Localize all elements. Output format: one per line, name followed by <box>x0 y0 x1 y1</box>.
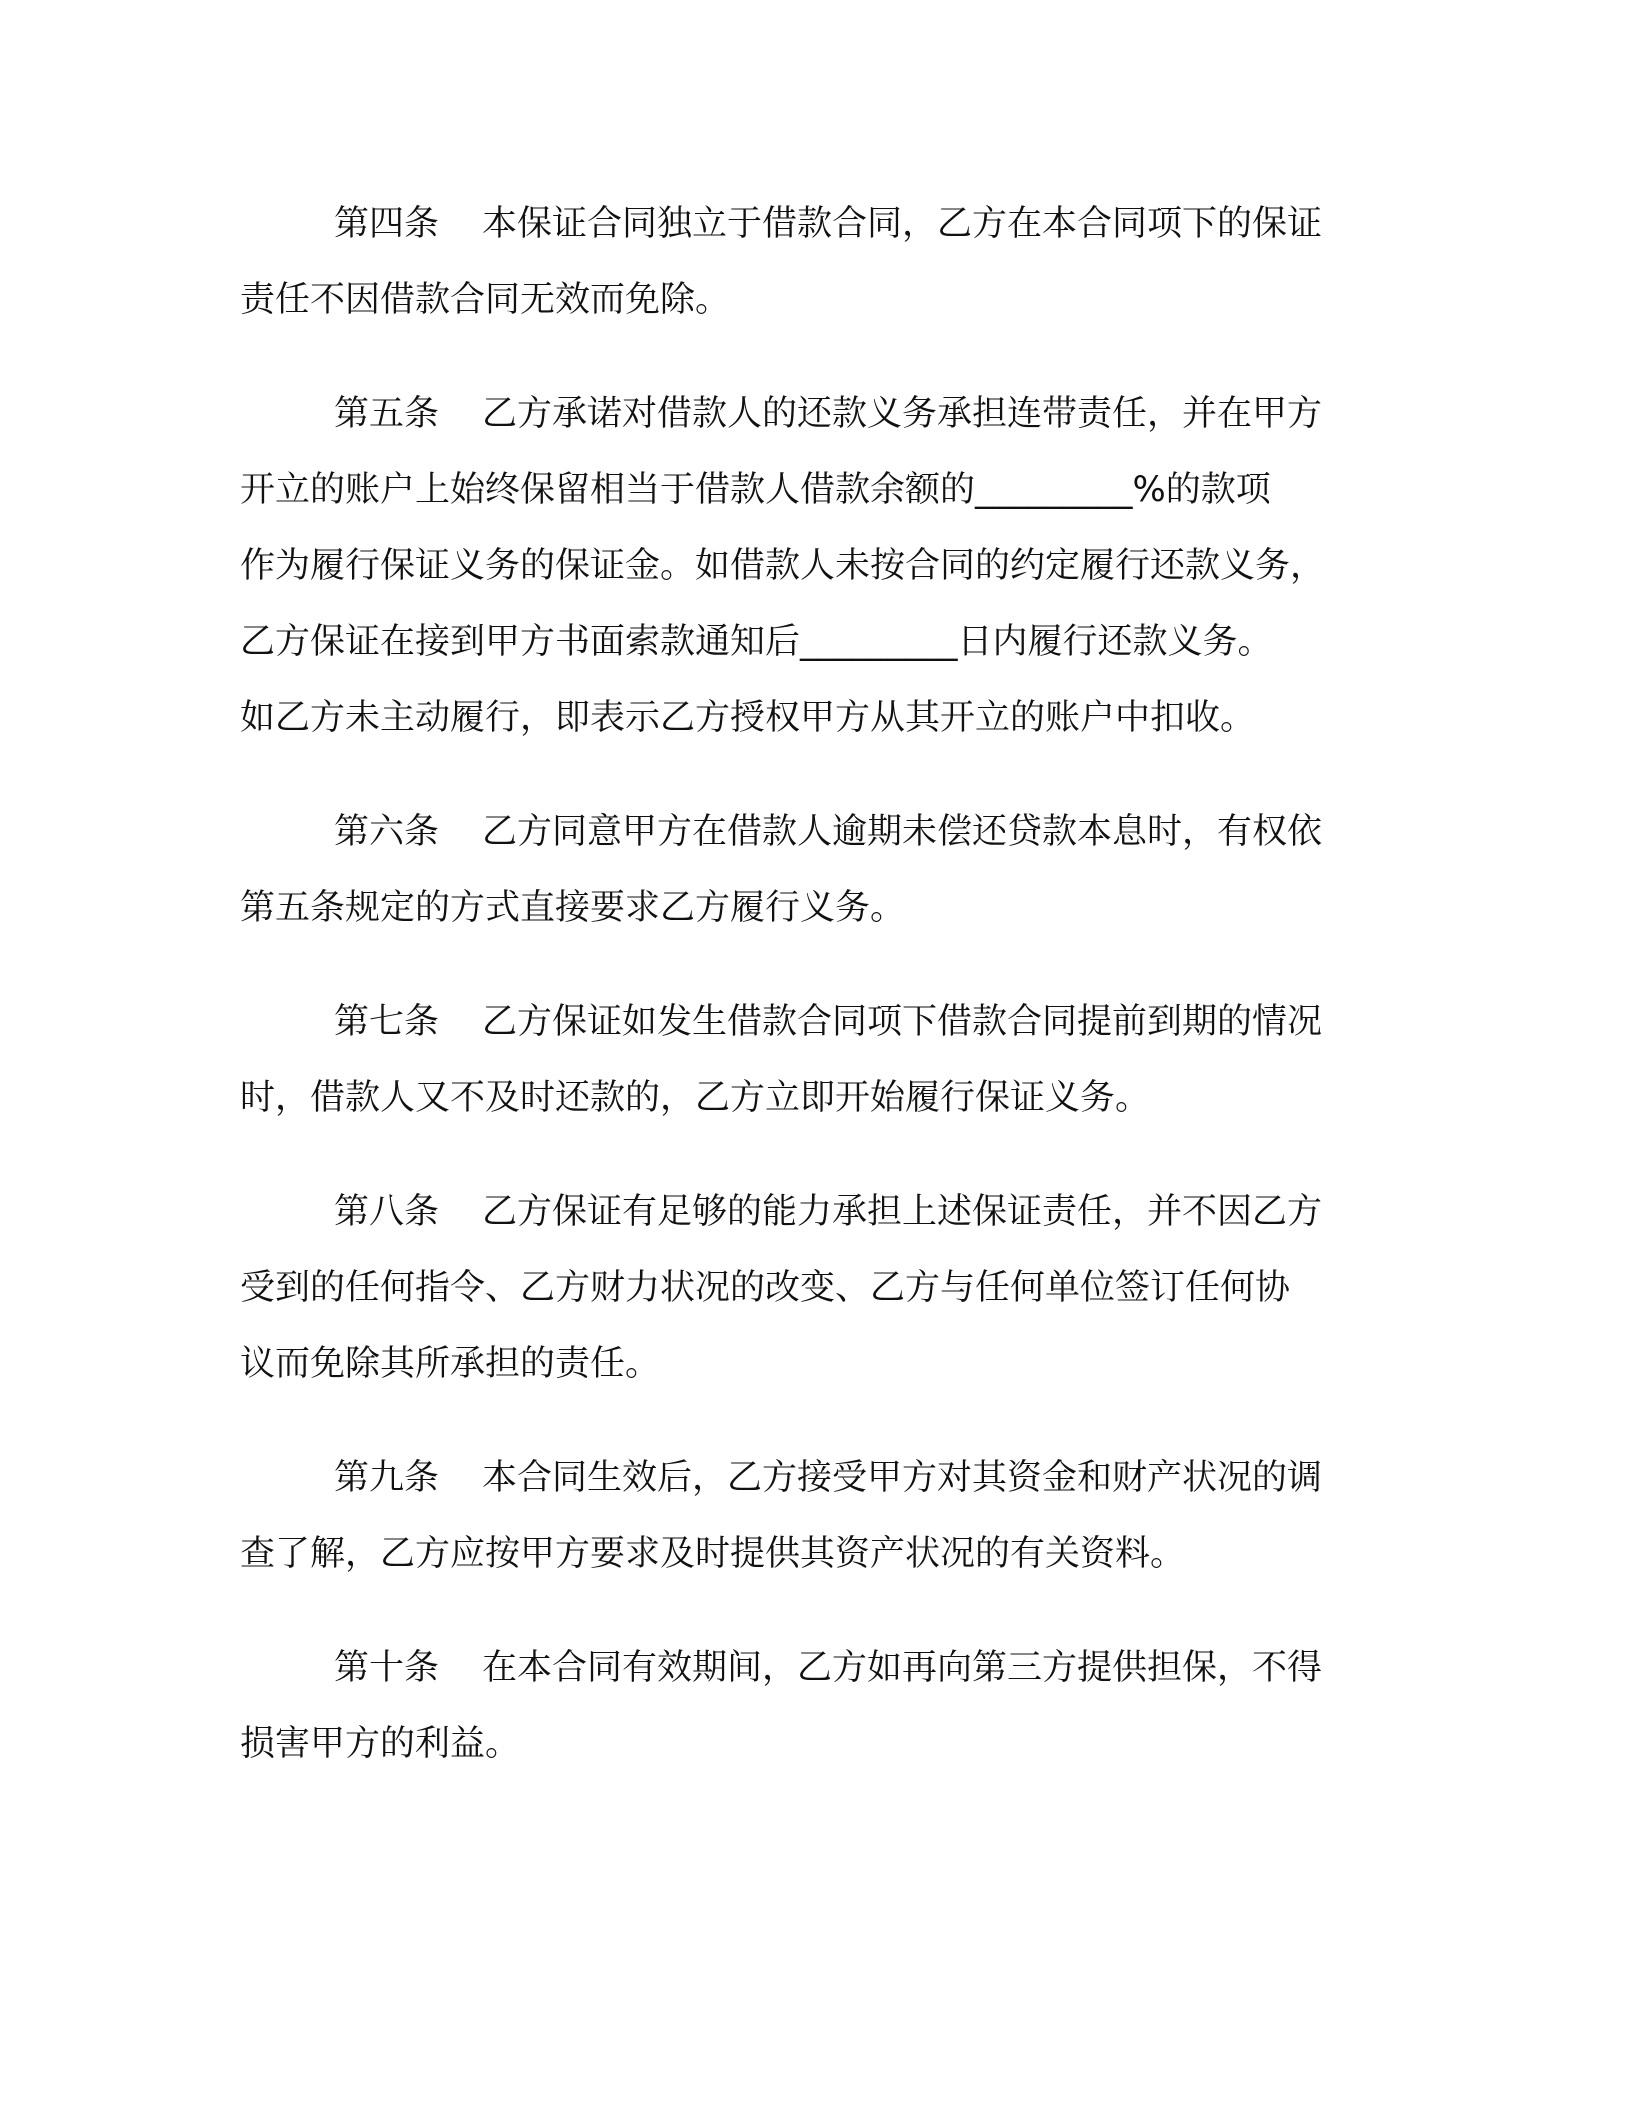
clause-text: 本保证合同独立于借款合同，乙方在本合同项下的保证 <box>482 204 1323 244</box>
clause-text: 乙方保证有足够的能力承担上述保证责任，并不因乙方 <box>482 1192 1323 1232</box>
clause-text: 乙方同意甲方在借款人逾期未偿还贷款本息时，有权依 <box>482 812 1323 852</box>
clause-7 <box>240 984 1380 1136</box>
clause-text: 乙方保证如发生借款合同项下借款合同提前到期的情况 <box>482 1002 1323 1042</box>
clause-text: 本合同生效后，乙方接受甲方对其资金和财产状况的调 <box>482 1458 1323 1498</box>
clause-5 <box>240 376 1380 756</box>
clause-9 <box>240 1440 1380 1592</box>
clause-label: 第七条 <box>334 1002 440 1042</box>
clause-text: 议而免除其所承担的责任。 <box>240 1344 661 1384</box>
clause-text: 作为履行保证义务的保证金。如借款人未按合同的约定履行还款义务， <box>240 546 1326 586</box>
clause-text: 责任不因借款合同无效而免除。 <box>240 280 731 320</box>
clause-label: 第六条 <box>334 812 440 852</box>
clause-text: 在本合同有效期间，乙方如再向第三方提供担保，不得 <box>482 1648 1323 1688</box>
clause-text: 损害甲方的利益。 <box>240 1724 521 1764</box>
clause-6 <box>240 794 1380 946</box>
clause-text: 如乙方未主动履行，即表示乙方授权甲方从其开立的账户中扣收。 <box>240 698 1256 738</box>
clause-text: 受到的任何指令、乙方财力状况的改变、乙方与任何单位签订任何协 <box>240 1268 1291 1308</box>
clause-text: 第五条规定的方式直接要求乙方履行义务。 <box>240 888 906 928</box>
clause-label: 第十条 <box>334 1648 440 1688</box>
clause-label: 第五条 <box>334 394 440 434</box>
clause-text: 查了解，乙方应按甲方要求及时提供其资产状况的有关资料。 <box>240 1534 1186 1574</box>
clause-label: 第四条 <box>334 204 440 244</box>
clause-4 <box>240 186 1380 338</box>
clause-8 <box>240 1174 1380 1402</box>
clause-10 <box>240 1630 1380 1782</box>
clause-text: 时，借款人又不及时还款的，乙方立即开始履行保证义务。 <box>240 1078 1151 1118</box>
clause-text: 乙方保证在接到甲方书面索款通知后_________日内履行还款义务。 <box>240 622 1273 662</box>
clause-label: 第九条 <box>334 1458 440 1498</box>
document-page <box>240 186 1380 1820</box>
clause-text: 开立的账户上始终保留相当于借款人借款余额的_________%的款项 <box>240 470 1271 510</box>
clause-text: 乙方承诺对借款人的还款义务承担连带责任，并在甲方 <box>482 394 1323 434</box>
clause-label: 第八条 <box>334 1192 440 1232</box>
